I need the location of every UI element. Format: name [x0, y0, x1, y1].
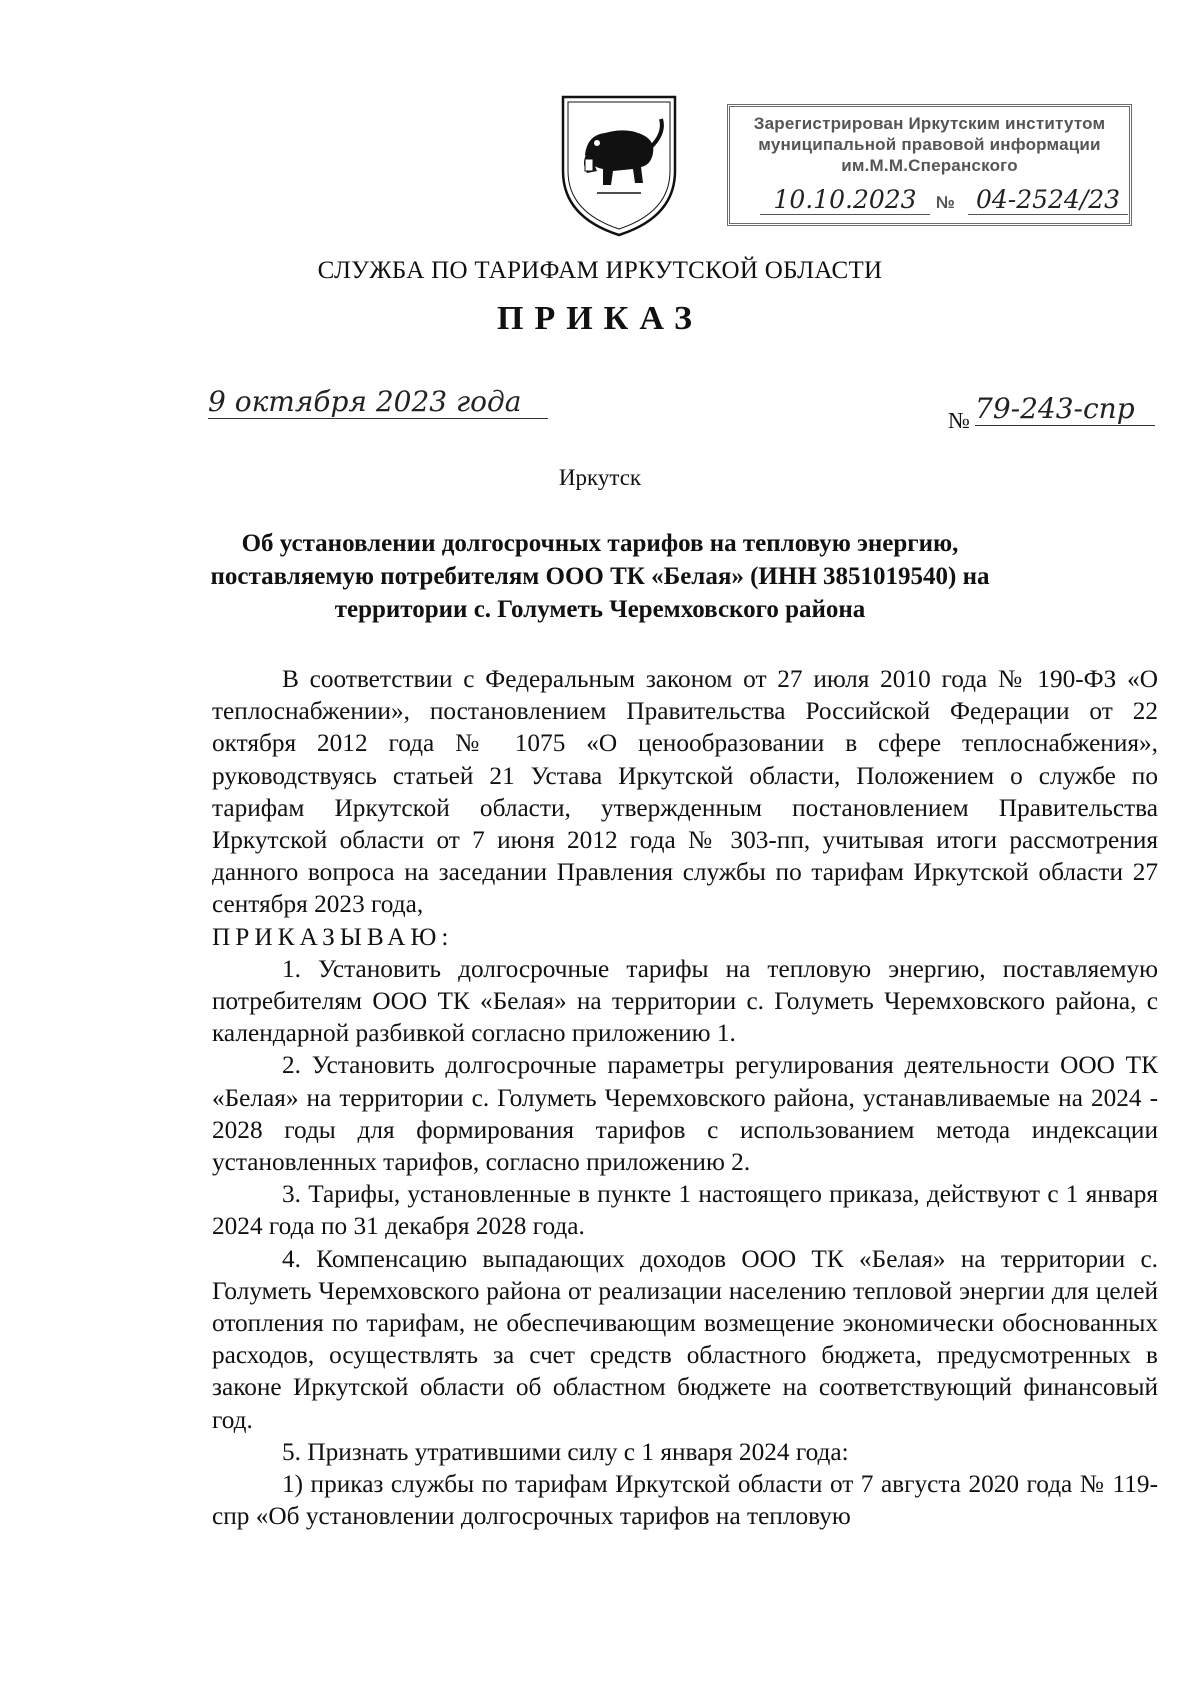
stamp-line: муниципальной правовой информации [758, 135, 1101, 154]
order-item: 1) приказ службы по тарифам Иркутской области от 7 августа 2020 года № 119-спр «Об установлении долгосрочных тарифов на тепловую [212, 1470, 1158, 1531]
handwritten-order-number: 79-243-спр [975, 392, 1155, 426]
title-line: территории с. Голуметь Черемховского района [334, 596, 866, 623]
handwritten-date: 9 октября 2023 года [208, 385, 548, 419]
stamp-registration [730, 187, 1129, 219]
order-item: 5. Признать утратившими силу с 1 января 2024 года: [282, 1437, 849, 1466]
document-type: ПРИКАЗ [497, 300, 703, 337]
city: Иркутск [558, 465, 642, 490]
registration-stamp [727, 104, 1132, 226]
stamp-no-label: № [936, 193, 955, 212]
title-line: Об установлении долгосрочных тарифов на тепловую энергию, [241, 530, 959, 557]
preamble: В соответствии с Федеральным законом от 27 июля 2010 года № 190-ФЗ «О теплоснабжении», постановлением Правительства Российской Федерации от 22 октября 2012 года № 1075 «О ценообразовании в сфере теплоснабжения», руководствуясь статьей 21 Устава Иркутской области, Положением о службе по тарифам Иркутской области, утвержденным постановлением Правительства Иркутской области от 7 июня 2012 года № 303-пп, учитывая итоги рассмотрения данного вопроса на заседании Правления службы по тарифам Иркутской области 27 сентября 2023 года, [212, 665, 1158, 919]
stamp-text [730, 107, 1129, 176]
stamp-reg-date: 10.10.2023 [760, 185, 930, 215]
order-number-label: № [948, 408, 970, 433]
stamp-line: Зарегистрирован Иркутским институтом [753, 114, 1106, 133]
title-line: поставляемую потребителям ООО ТК «Белая» (ИНН 3851019540) на [210, 563, 990, 590]
order-item: 1. Установить долгосрочные тарифы на тепловую энергию, поставляемую потребителям ООО ТК «Белая» на территории с. Голуметь Черемховского района, с календарной разбивкой согласно приложению 1. [212, 954, 1158, 1048]
document-title [190, 527, 1010, 626]
stamp-line: им.М.М.Сперанского [841, 156, 1018, 175]
order-item: 3. Тарифы, установленные в пункте 1 настоящего приказа, действуют с 1 января 2024 года по 31 декабря 2028 года. [212, 1180, 1158, 1241]
stamp-reg-number: 04-2524/23 [968, 185, 1128, 215]
order-item: 2. Установить долгосрочные параметры регулирования деятельности ООО ТК «Белая» на территории с. Голуметь Черемховского района, устанавливаемые на 2024 - 2028 годы для формирования тарифов с использованием метода индексации установленных тарифов, согласно приложению 2. [212, 1051, 1158, 1177]
document-body [212, 663, 1158, 1532]
coat-of-arms-icon [557, 93, 681, 239]
agency-name: СЛУЖБА ПО ТАРИФАМ ИРКУТСКОЙ ОБЛАСТИ [317, 257, 883, 284]
decree-word: ПРИКАЗЫВАЮ: [212, 922, 454, 951]
order-item: 4. Компенсацию выпадающих доходов ООО ТК «Белая» на территории с. Голуметь Черемховского района от реализации населению тепловой энергии для целей отопления по тарифам, не обеспечивающим возмещение экономически обоснованных расходов, осуществлять за счет средств областного бюджета, предусмотренных в законе Иркутской области об областном бюджете на соответствующий финансовый год. [212, 1244, 1158, 1434]
